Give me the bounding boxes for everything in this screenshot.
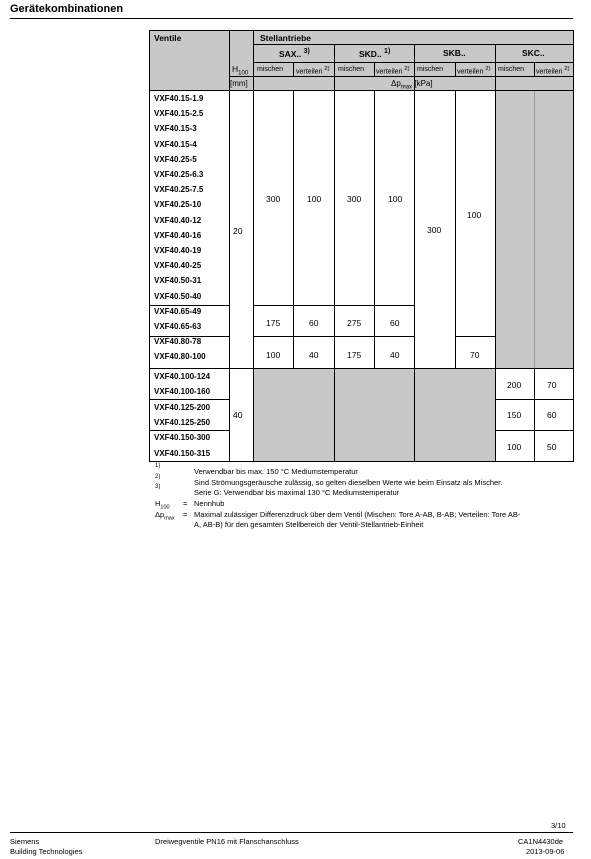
hline-skb-dist-c [455,336,495,337]
valve-name: VXF40.25-7.5 [154,185,204,195]
footer-doc-code: CA1N4430de [518,837,564,846]
valve-name: VXF40.25-6.3 [154,170,204,179]
sax-mix-a: 300 [266,194,281,204]
legend-dp-text-2: A, AB-B) für den gesamten Stellbereich der Ventil-Stellantrieb-Einheit [194,520,424,529]
hline-actuators [253,44,573,45]
valve-name: VXF40.15-4 [154,139,197,149]
valve-name: VXF40.125-250 [154,417,211,427]
skd-dist-a: 100 [388,194,403,204]
h100-unit: [mm] [230,79,248,88]
combination-table [149,30,574,462]
title-rule [10,18,573,19]
valve-name: VXF40.80-78 [154,337,202,347]
vline-skd-skb [414,44,415,461]
legend-h100-text: Nennhub [194,499,225,508]
footnote-2-mark: 2) [155,474,161,480]
vline-skc-mid-body [534,368,535,461]
mode-skc-dist: verteilen $^{2)}$ [536,66,570,76]
hline-g2-b [149,430,230,431]
vline-skc-mid [534,62,535,76]
skd-mix-b: 275 [347,318,362,328]
actuator-skc: SKC.. [522,48,545,58]
legend-dp [155,508,575,530]
vline-skb-mid-body [455,90,456,368]
hline-units [229,76,573,77]
valve-name: VXF40.100-124 [154,372,211,381]
hline-block-c-act [253,336,414,337]
sax-dist-c: 40 [309,350,319,360]
valve-name: VXF40.100-160 [154,387,211,397]
footnote-2-text: Sind Strömungsgeräusche zulässig, so gelten dieselben Werte wie beim Einsatz als Mischer. [194,478,503,487]
skc-dist-3: 50 [547,442,557,452]
footnote-3-text: Serie G: Verwendbar bis maximal 130 °C Mediumstemperatur [194,488,400,497]
mode-sax-dist: verteilen $^{2)}$ [296,66,330,76]
footer-rule [10,832,573,833]
dp-unit-label: $\Delta p_{max}$ [kPa] [391,79,433,91]
valve-name: VXF40.40-12 [154,215,202,225]
hline-header-bottom [149,90,573,91]
table-frame [149,30,574,462]
valve-name: VXF40.15-3 [154,124,197,134]
footnote-1 [155,465,575,476]
skd-mix-c: 175 [347,350,362,360]
skd-dist-b: 60 [390,318,400,328]
skb-dist-a: 100 [467,210,482,220]
actuator-skd: SKD.. $^{1)}$ [359,48,391,59]
valve-name: VXF40.40-25 [154,261,202,271]
hline-g2-a [149,399,230,400]
legend-h100-eq: = [183,499,188,508]
skd-dist-c: 40 [390,350,400,360]
mode-skc-mix: mischen [498,66,525,73]
skc-mix-2: 150 [507,410,522,420]
footnote-3 [155,486,575,497]
skb-dist-c: 70 [470,350,480,360]
legend-dp-label: $\Delta p_{max}$ [155,510,175,522]
footnotes [155,465,575,530]
legend-dp-text-1: Maximal zulässiger Differenzdruck über dem Ventil (Mischen: Tore A-AB, B-AB; Verteilen: Tore AB- [194,510,521,519]
header-stellantriebe: Stellantriebe [260,33,312,43]
valve-name: VXF40.65-63 [154,322,202,331]
valve-name: VXF40.65-49 [154,306,202,316]
footnote-2 [155,476,575,486]
valve-name: VXF40.80-100 [154,352,206,362]
skd-mix-a: 300 [347,194,362,204]
h100-group1: 20 [233,226,243,236]
hline-skc-a [495,399,573,400]
skc-dist-1: 70 [547,380,557,390]
footnote-3-mark: 3) [155,484,161,490]
footer-company: Siemens [10,837,40,846]
h100-label: $H_{100}$ [232,64,249,77]
valve-name: VXF40.125-200 [154,402,211,412]
valve-name: VXF40.25-10 [154,200,202,210]
valve-name: VXF40.25-5 [154,154,197,164]
sax-mix-c: 100 [266,350,281,360]
vline-skc-mid-gray [534,90,535,368]
vline-skb-mid [455,62,456,76]
skc-mix-1: 200 [507,380,522,390]
valve-name: VXF40.50-31 [154,276,202,286]
skb-mix: 300 [427,225,442,235]
mode-skb-mix: mischen [417,66,444,73]
sax-dist-b: 60 [309,318,319,328]
skc-mix-3: 100 [507,442,522,452]
footer-date: 2013-09-06 [526,847,565,856]
vline-sax-skd [334,44,335,461]
valve-name: VXF40.40-19 [154,246,202,255]
page-number: 3/10 [551,821,566,830]
h100-group2: 40 [233,410,243,420]
valve-name: VXF40.50-40 [154,291,202,301]
hline-modes [253,62,573,63]
mode-skb-dist: verteilen $^{2)}$ [457,66,491,76]
legend-dp-eq: = [183,510,188,519]
vline-sax-mid [293,62,294,76]
valve-name: VXF40.150-315 [154,448,211,458]
legend-h100-label: $H_{100}$ [155,499,170,511]
vline-valves [229,30,230,461]
hline-block-b-act [253,305,414,306]
valve-name: VXF40.40-16 [154,230,202,240]
valve-name: VXF40.15-1.9 [154,94,204,103]
vline-sax-mid-body [293,90,294,368]
vline-h [253,30,254,461]
hline-group2 [149,368,573,369]
sax-dist-a: 100 [307,194,322,204]
legend-h100 [155,497,575,511]
footnote-1-mark: 1) [155,463,161,469]
actuator-sax: SAX.. $^{3)}$ [279,48,310,59]
mode-skd-dist: verteilen $^{2)}$ [376,66,410,76]
actuator-skb: SKB.. [443,48,466,58]
vline-skd-mid [374,62,375,76]
page-title: Gerätekombinationen [10,3,124,15]
hline-skc-b [495,430,573,431]
mode-sax-mix: mischen [257,66,284,73]
footer-doc-title: Dreiwegventile PN16 mit Flanschanschluss [155,837,299,846]
mode-skd-mix: mischen [338,66,365,73]
footer-division: Building Technologies [10,847,83,856]
vline-skd-mid-body [374,90,375,368]
footnote-1-text: Verwendbar bis max. 150 °C Mediumstemperatur [194,467,358,476]
skc-dist-2: 60 [547,410,557,420]
valve-name: VXF40.15-2.5 [154,109,204,119]
sax-mix-b: 175 [266,318,281,328]
valve-name: VXF40.150-300 [154,433,211,443]
header-ventile: Ventile [154,33,182,43]
